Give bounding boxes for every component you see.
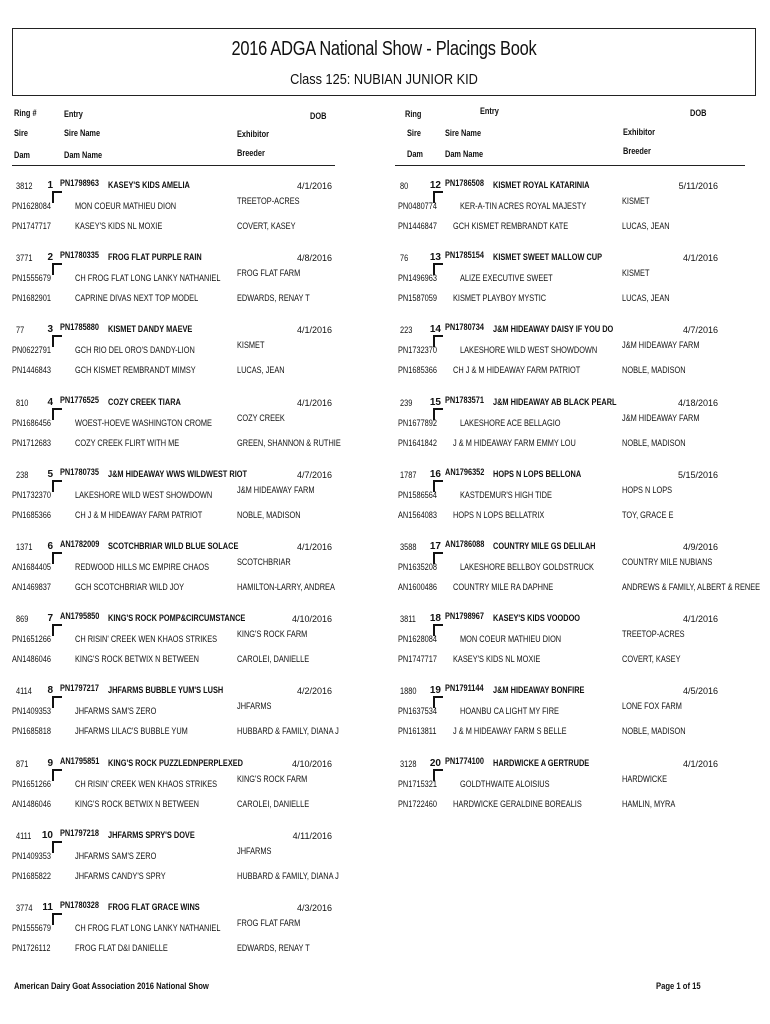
placing-bracket — [52, 552, 62, 564]
placing-bracket — [52, 480, 62, 492]
col-sire-right: Sire — [407, 128, 421, 138]
sire-number: PN1715321 — [398, 778, 437, 789]
sire-number: PN1555679 — [12, 923, 51, 933]
registration-number: AN1796352 — [445, 466, 485, 477]
ring-number: 1880 — [400, 686, 417, 697]
sire-name: LAKESHORE BELLBOY GOLDSTRUCK — [460, 562, 594, 572]
ring-number: 810 — [16, 397, 29, 408]
sire-number: PN1628084 — [12, 201, 51, 211]
dam-number: AN1600486 — [398, 582, 437, 592]
animal-name: J&M HIDEAWAY WWS WILDWEST RIOT — [108, 468, 248, 479]
col-sire-name-left: Sire Name — [64, 128, 101, 138]
sire-number: PN1732370 — [12, 489, 51, 500]
sire-name: JHFARMS SAM'S ZERO — [75, 706, 157, 717]
animal-name: J&M HIDEAWAY DAISY IF YOU DO — [493, 324, 614, 335]
ring-number: 76 — [400, 253, 409, 264]
exhibitor-name: COUNTRY MILE NUBIANS — [622, 557, 713, 567]
col-entry-right: Entry — [480, 106, 499, 116]
placing-number: 19 — [429, 685, 441, 697]
dam-name: COZY CREEK FLIRT WITH ME — [75, 437, 180, 448]
sire-name: CH FROG FLAT LONG LANKY NATHANIEL — [75, 923, 221, 933]
dam-name: GCH KISMET REMBRANDT KATE — [453, 221, 569, 231]
registration-number: PN1780735 — [60, 466, 99, 477]
dam-name: J & M HIDEAWAY FARM S BELLE — [453, 726, 567, 737]
sire-name: REDWOOD HILLS MC EMPIRE CHAOS — [75, 562, 210, 572]
breeder-name: CAROLEI, DANIELLE — [237, 654, 310, 665]
registration-number: PN1791144 — [445, 683, 484, 694]
animal-name: KING'S ROCK PUZZLEDNPERPLEXED — [108, 757, 244, 768]
exhibitor-name: LONE FOX FARM — [622, 701, 682, 712]
sire-name: LAKESHORE ACE BELLAGIO — [460, 417, 561, 428]
dam-name: KASEY'S KIDS NL MOXIE — [75, 221, 163, 231]
animal-name: COUNTRY MILE GS DELILAH — [493, 541, 596, 551]
col-dam-left: Dam — [14, 150, 31, 160]
title-box — [12, 28, 756, 96]
sire-number: PN1628084 — [398, 634, 437, 645]
sire-number: PN1637534 — [398, 706, 437, 717]
col-sire-left: Sire — [14, 128, 28, 138]
birth-date: 4/1/2016 — [296, 397, 332, 408]
animal-name: COZY CREEK TIARA — [108, 396, 181, 407]
footer-org: American Dairy Goat Association 2016 National Show — [14, 981, 209, 991]
sire-name: LAKESHORE WILD WEST SHOWDOWN — [75, 489, 213, 500]
dam-number: PN1682901 — [12, 293, 51, 304]
dam-name: JHFARMS LILAC'S BUBBLE YUM — [75, 726, 188, 737]
birth-date: 4/10/2016 — [291, 614, 332, 625]
birth-date: 4/3/2016 — [296, 903, 332, 913]
ring-number: 4114 — [16, 686, 32, 697]
col-entry-left: Entry — [64, 109, 83, 119]
sire-name: KER-A-TIN ACRES ROYAL MAJESTY — [460, 201, 587, 211]
sire-name: GCH RIO DEL ORO'S DANDY-LION — [75, 345, 195, 356]
placing-number: 6 — [47, 541, 53, 552]
animal-name: JHFARMS SPRY'S DOVE — [108, 829, 195, 840]
dam-name: KING'S ROCK BETWIX N BETWEEN — [75, 654, 200, 665]
placing-bracket — [52, 335, 62, 347]
placing-number: 10 — [41, 829, 53, 841]
registration-number: PN1786508 — [445, 178, 484, 188]
sire-number: PN1496963 — [398, 273, 437, 284]
animal-name: KISMET DANDY MAEVE — [108, 324, 193, 335]
breeder-name: HAMILTON-LARRY, ANDREA — [237, 582, 335, 592]
ring-number: 80 — [400, 181, 409, 191]
animal-name: KISMET SWEET MALLOW CUP — [493, 252, 603, 263]
dam-name: COUNTRY MILE RA DAPHNE — [453, 582, 554, 592]
col-breeder-left: Breeder — [237, 148, 265, 158]
dam-number: PN1685366 — [12, 509, 51, 520]
birth-date: 4/2/2016 — [296, 686, 332, 697]
ring-number: 4111 — [16, 830, 32, 841]
sire-name: CH RISIN' CREEK WEN KHAOS STRIKES — [75, 778, 218, 789]
dam-name: GCH SCOTCHBRIAR WILD JOY — [75, 582, 185, 592]
placing-number: 4 — [47, 396, 53, 408]
registration-number: PN1798967 — [445, 611, 484, 622]
class-subtitle: Class 125: NUBIAN JUNIOR KID — [290, 71, 478, 88]
breeder-name: LUCAS, JEAN — [237, 365, 285, 376]
ring-number: 3812 — [16, 181, 33, 191]
dam-name: KISMET PLAYBOY MYSTIC — [453, 293, 547, 304]
sire-number: PN1732370 — [398, 345, 437, 356]
birth-date: 4/11/2016 — [292, 830, 332, 841]
sire-number: PN1651266 — [12, 634, 51, 645]
breeder-name: EDWARDS, RENAY T — [237, 943, 310, 953]
exhibitor-name: KISMET — [622, 196, 650, 206]
placing-number: 11 — [42, 902, 53, 913]
sire-name: MON COEUR MATHIEU DION — [460, 634, 562, 645]
registration-number: PN1785880 — [60, 322, 99, 333]
breeder-name: CAROLEI, DANIELLE — [237, 798, 310, 809]
dam-name: CH J & M HIDEAWAY FARM PATRIOT — [453, 365, 581, 376]
placing-number: 16 — [429, 468, 441, 480]
birth-date: 4/1/2016 — [296, 325, 332, 336]
exhibitor-name: TREETOP-ACRES — [622, 629, 685, 640]
ring-number: 1787 — [400, 469, 417, 480]
col-dam-right: Dam — [407, 149, 424, 159]
placing-number: 1 — [47, 180, 53, 191]
dam-name: J & M HIDEAWAY FARM EMMY LOU — [453, 437, 576, 448]
ring-number: 3774 — [16, 903, 33, 913]
registration-number: AN1795851 — [60, 755, 100, 766]
header-rule-left — [12, 165, 335, 166]
ring-number: 77 — [16, 325, 25, 336]
breeder-name: HUBBARD & FAMILY, DIANA J — [237, 726, 339, 737]
sire-number: PN1409353 — [12, 706, 51, 717]
dam-number: PN1722460 — [398, 798, 437, 809]
breeder-name: EDWARDS, RENAY T — [237, 293, 310, 304]
sire-number: PN1677892 — [398, 417, 437, 428]
birth-date: 4/1/2016 — [682, 253, 718, 264]
dam-name: CAPRINE DIVAS NEXT TOP MODEL — [75, 293, 199, 304]
birth-date: 4/18/2016 — [677, 397, 718, 408]
ring-number: 223 — [400, 325, 413, 336]
dam-number: AN1486046 — [12, 798, 51, 809]
birth-date: 4/1/2016 — [296, 542, 332, 552]
placing-number: 15 — [429, 396, 441, 408]
animal-name: JHFARMS BUBBLE YUM'S LUSH — [108, 685, 224, 696]
col-dob-right: DOB — [690, 108, 707, 118]
ring-number: 3128 — [400, 758, 417, 769]
exhibitor-name: KISMET — [622, 268, 650, 279]
dam-number: PN1613811 — [398, 726, 437, 737]
birth-date: 4/1/2016 — [682, 758, 718, 769]
dam-number: PN1747717 — [12, 221, 51, 231]
header-rule-right — [395, 165, 745, 166]
breeder-name: ANDREWS & FAMILY, ALBERT & RENEE — [622, 582, 761, 592]
dam-number: PN1446843 — [12, 365, 51, 376]
birth-date: 5/11/2016 — [678, 181, 718, 191]
birth-date: 4/1/2016 — [296, 181, 332, 191]
col-ring-right: Ring — [405, 109, 422, 119]
page-title: 2016 ADGA National Show - Placings Book — [231, 38, 537, 60]
breeder-name: LUCAS, JEAN — [622, 293, 670, 304]
dam-name: KING'S ROCK BETWIX N BETWEEN — [75, 798, 200, 809]
exhibitor-name: J&M HIDEAWAY FARM — [622, 340, 700, 351]
sire-name: LAKESHORE WILD WEST SHOWDOWN — [460, 345, 598, 356]
sire-name: JHFARMS SAM'S ZERO — [75, 850, 157, 861]
dam-number: PN1587059 — [398, 293, 437, 304]
birth-date: 4/8/2016 — [296, 253, 332, 264]
dam-number: PN1446847 — [398, 221, 437, 231]
placing-bracket — [52, 696, 62, 708]
sire-number: AN1684405 — [12, 562, 51, 572]
dam-number: PN1712683 — [12, 437, 51, 448]
placing-number: 17 — [429, 541, 441, 552]
dam-number: PN1641842 — [398, 437, 437, 448]
registration-number: AN1786088 — [445, 539, 485, 549]
exhibitor-name: J&M HIDEAWAY FARM — [622, 412, 700, 423]
placing-bracket — [52, 841, 62, 853]
sire-name: MON COEUR MATHIEU DION — [75, 201, 177, 211]
animal-name: KASEY'S KIDS AMELIA — [108, 180, 190, 190]
exhibitor-name: FROG FLAT FARM — [237, 918, 301, 928]
ring-number: 1371 — [16, 542, 33, 552]
registration-number: PN1797217 — [60, 683, 99, 694]
ring-number: 238 — [16, 469, 29, 480]
registration-number: PN1785154 — [445, 250, 484, 261]
birth-date: 4/7/2016 — [296, 469, 332, 480]
registration-number: PN1780734 — [445, 322, 484, 333]
sire-number: PN1651266 — [12, 778, 51, 789]
registration-number: PN1798963 — [60, 178, 99, 188]
exhibitor-name: TREETOP-ACRES — [237, 196, 300, 206]
ring-number: 3811 — [400, 614, 416, 625]
registration-number: AN1782009 — [60, 539, 100, 549]
registration-number: PN1780328 — [60, 900, 99, 910]
sire-number: PN0622791 — [12, 345, 51, 356]
exhibitor-name: KING'S ROCK FARM — [237, 629, 308, 640]
breeder-name: HAMLIN, MYRA — [622, 798, 676, 809]
sire-number: PN1409353 — [12, 850, 51, 861]
sire-number: PN0480774 — [398, 201, 437, 211]
animal-name: J&M HIDEAWAY BONFIRE — [493, 685, 585, 696]
exhibitor-name: KISMET — [237, 340, 265, 351]
animal-name: FROG FLAT PURPLE RAIN — [108, 252, 202, 263]
sire-number: PN1586564 — [398, 489, 437, 500]
dam-number: PN1726112 — [12, 943, 51, 953]
breeder-name: LUCAS, JEAN — [622, 221, 670, 231]
exhibitor-name: JHFARMS — [237, 845, 272, 856]
placing-number: 2 — [47, 252, 53, 264]
breeder-name: NOBLE, MADISON — [237, 509, 301, 520]
col-breeder-right: Breeder — [623, 146, 651, 156]
footer-page-number: Page 1 of 15 — [656, 981, 701, 991]
placing-number: 18 — [429, 613, 441, 625]
col-dob-left: DOB — [310, 111, 327, 121]
placing-number: 20 — [429, 757, 441, 769]
breeder-name: COVERT, KASEY — [237, 221, 296, 231]
placing-bracket — [52, 769, 62, 781]
placing-bracket — [52, 263, 62, 275]
animal-name: SCOTCHBRIAR WILD BLUE SOLACE — [108, 541, 239, 551]
dam-name: GCH KISMET REMBRANDT MIMSY — [75, 365, 196, 376]
dam-name: CH J & M HIDEAWAY FARM PATRIOT — [75, 509, 203, 520]
placing-number: 9 — [47, 757, 53, 769]
birth-date: 4/7/2016 — [682, 325, 718, 336]
col-ring-left: Ring # — [14, 108, 37, 118]
placing-number: 7 — [47, 613, 53, 625]
dam-name: HOPS N LOPS BELLATRIX — [453, 509, 545, 520]
placing-number: 8 — [47, 685, 53, 697]
registration-number: AN1795850 — [60, 611, 100, 622]
animal-name: KING'S ROCK POMP&CIRCUMSTANCE — [108, 613, 246, 624]
breeder-name: NOBLE, MADISON — [622, 726, 686, 737]
placing-number: 5 — [47, 468, 53, 480]
dam-name: KASEY'S KIDS NL MOXIE — [453, 654, 541, 665]
sire-name: KASTDEMUR'S HIGH TIDE — [460, 489, 552, 500]
ring-number: 869 — [16, 614, 29, 625]
sire-number: PN1555679 — [12, 273, 51, 284]
placing-number: 12 — [429, 180, 441, 191]
ring-number: 871 — [16, 758, 29, 769]
animal-name: J&M HIDEAWAY AB BLACK PEARL — [493, 396, 617, 407]
dam-number: PN1685822 — [12, 870, 51, 881]
registration-number: PN1783571 — [445, 394, 484, 405]
birth-date: 4/1/2016 — [682, 614, 718, 625]
dam-number: AN1564083 — [398, 509, 437, 520]
animal-name: HARDWICKE A GERTRUDE — [493, 757, 590, 768]
sire-name: ALIZE EXECUTIVE SWEET — [460, 273, 553, 284]
breeder-name: TOY, GRACE E — [622, 509, 674, 520]
breeder-name: NOBLE, MADISON — [622, 437, 686, 448]
placing-number: 14 — [429, 324, 441, 336]
dam-name: JHFARMS CANDY'S SPRY — [75, 870, 166, 881]
breeder-name: HUBBARD & FAMILY, DIANA J — [237, 870, 339, 881]
breeder-name: COVERT, KASEY — [622, 654, 681, 665]
sire-name: WOEST-HOEVE WASHINGTON CROME — [75, 417, 212, 428]
ring-number: 3588 — [400, 542, 417, 552]
breeder-name: NOBLE, MADISON — [622, 365, 686, 376]
sire-name: HOANBU CA LIGHT MY FIRE — [460, 706, 559, 717]
exhibitor-name: J&M HIDEAWAY FARM — [237, 484, 315, 495]
col-dam-name-left: Dam Name — [64, 150, 103, 160]
birth-date: 4/9/2016 — [682, 542, 718, 552]
animal-name: KISMET ROYAL KATARINIA — [493, 180, 590, 190]
animal-name: HOPS N LOPS BELLONA — [493, 468, 582, 479]
ring-number: 3771 — [16, 253, 33, 264]
exhibitor-name: JHFARMS — [237, 701, 272, 712]
birth-date: 5/15/2016 — [677, 469, 718, 480]
animal-name: FROG FLAT GRACE WINS — [108, 902, 200, 912]
dam-number: PN1685818 — [12, 726, 51, 737]
dam-name: FROG FLAT D&I DANIELLE — [75, 943, 168, 953]
sire-name: CH FROG FLAT LONG LANKY NATHANIEL — [75, 273, 221, 284]
exhibitor-name: FROG FLAT FARM — [237, 268, 301, 279]
exhibitor-name: HOPS N LOPS — [622, 484, 673, 495]
col-exhibitor-right: Exhibitor — [623, 127, 655, 137]
col-dam-name-right: Dam Name — [445, 149, 484, 159]
placing-number: 3 — [47, 324, 53, 336]
placing-number: 13 — [429, 252, 441, 264]
placing-bracket — [52, 191, 62, 203]
ring-number: 239 — [400, 397, 413, 408]
registration-number: PN1774100 — [445, 755, 484, 766]
dam-number: PN1685366 — [398, 365, 437, 376]
exhibitor-name: COZY CREEK — [237, 412, 285, 423]
animal-name: KASEY'S KIDS VOODOO — [493, 613, 581, 624]
sire-number: PN1686456 — [12, 417, 51, 428]
placing-bracket — [52, 913, 62, 925]
sire-number: PN1635208 — [398, 562, 437, 572]
placing-bracket — [52, 408, 62, 420]
dam-number: AN1486046 — [12, 654, 51, 665]
birth-date: 4/5/2016 — [682, 686, 718, 697]
placing-bracket — [52, 624, 62, 636]
sire-name: GOLDTHWAITE ALOISIUS — [460, 778, 550, 789]
registration-number: PN1776525 — [60, 394, 99, 405]
dam-number: PN1747717 — [398, 654, 437, 665]
dam-number: AN1469837 — [12, 582, 51, 592]
exhibitor-name: HARDWICKE — [622, 773, 668, 784]
sire-name: CH RISIN' CREEK WEN KHAOS STRIKES — [75, 634, 218, 645]
breeder-name: GREEN, SHANNON & RUTHIE — [237, 437, 341, 448]
col-sire-name-right: Sire Name — [445, 128, 482, 138]
registration-number: PN1797218 — [60, 827, 99, 838]
birth-date: 4/10/2016 — [291, 758, 332, 769]
exhibitor-name: KING'S ROCK FARM — [237, 773, 308, 784]
col-exhibitor-left: Exhibitor — [237, 129, 269, 139]
exhibitor-name: SCOTCHBRIAR — [237, 557, 291, 567]
dam-name: HARDWICKE GERALDINE BOREALIS — [453, 798, 582, 809]
registration-number: PN1780335 — [60, 250, 99, 261]
